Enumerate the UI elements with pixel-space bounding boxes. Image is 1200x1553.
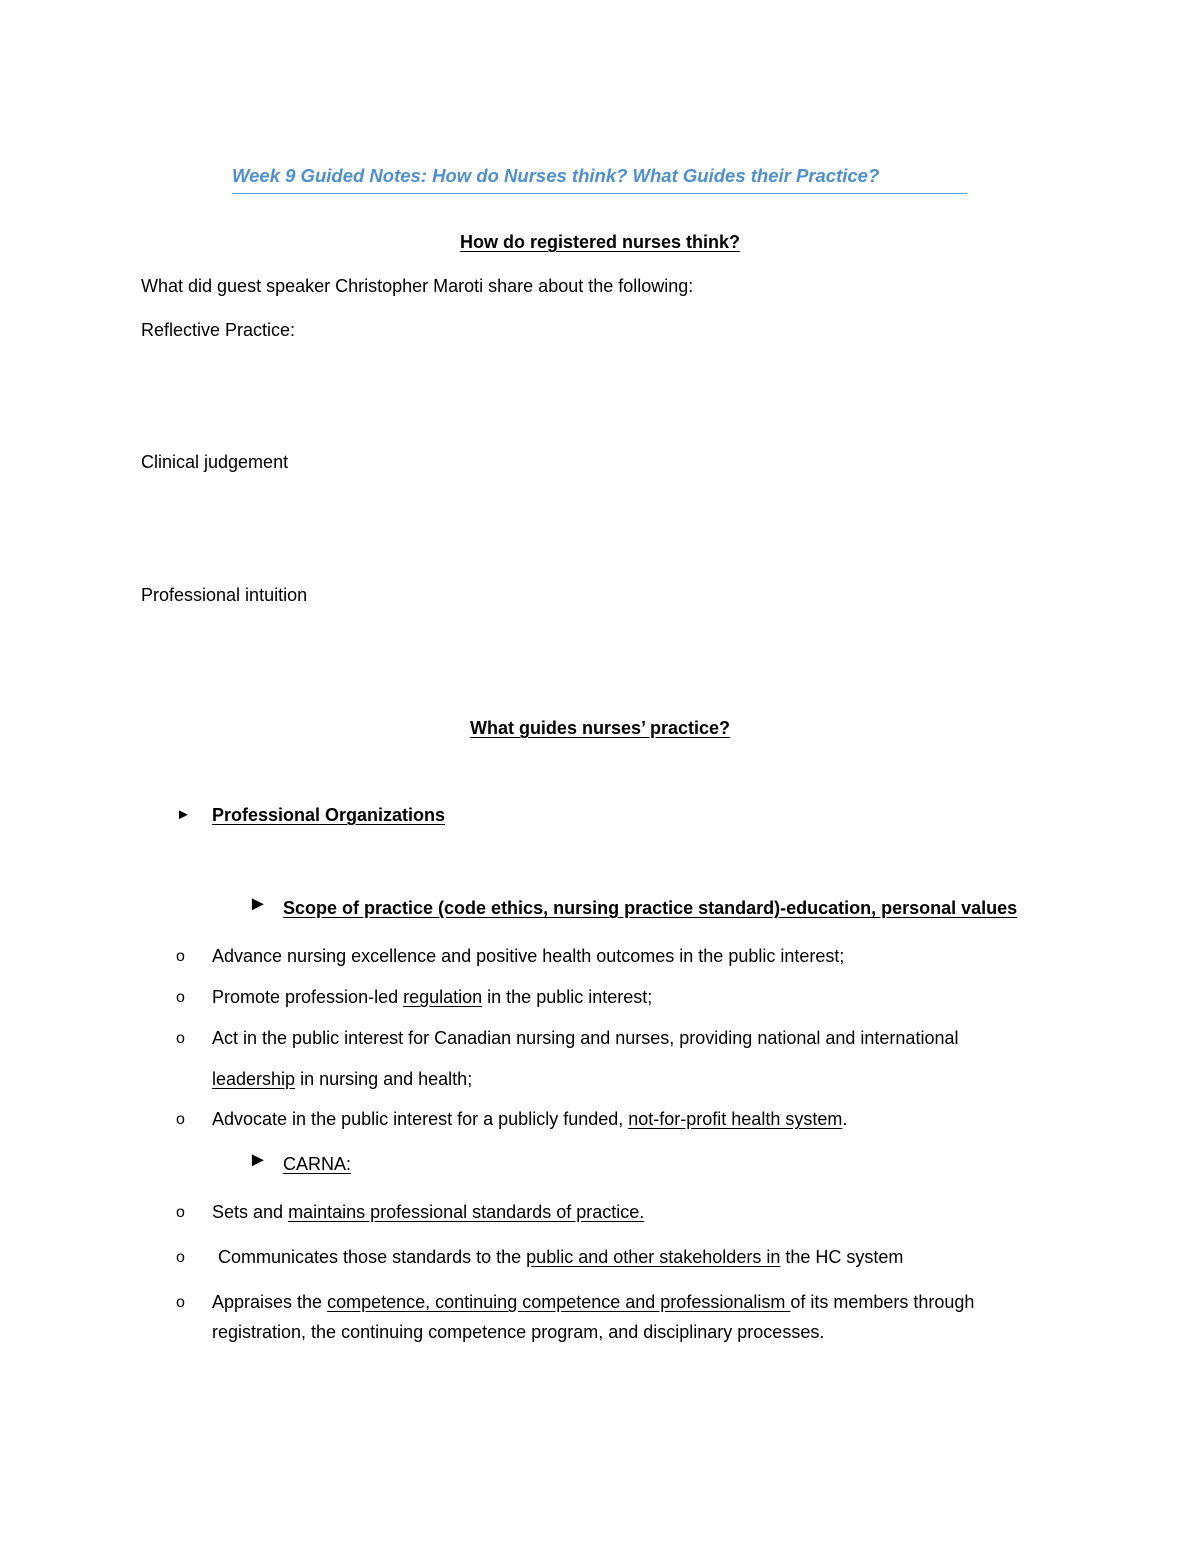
not-for-profit-term: not-for-profit health system — [628, 1109, 843, 1129]
scope-of-practice-heading: Scope of practice (code ethics, nursing practice standard)-education, personal values — [283, 898, 1018, 918]
document-title: Week 9 Guided Notes: How do Nurses think? What Guides their Practice? — [232, 164, 967, 194]
stakeholders-term: public and other stakeholders in — [526, 1247, 781, 1267]
bullet-text: the HC system — [780, 1247, 904, 1267]
arrow-bullet-icon: ► — [176, 806, 191, 823]
list-bullet: o — [176, 1294, 185, 1311]
clinical-judgement-label: Clinical judgement — [141, 452, 289, 472]
carna-bullet-1 — [212, 1201, 644, 1223]
competence-term: competence, continuing competence and professionalism — [327, 1292, 791, 1312]
guest-speaker-prompt: What did guest speaker Christopher Maroti share about the following: — [141, 276, 694, 296]
bullet-text: . — [842, 1109, 848, 1129]
list-bullet: o — [176, 948, 185, 965]
list-bullet: o — [176, 1111, 185, 1128]
arrow-bullet-icon: ► — [248, 1149, 268, 1171]
bullet-text: Promote profession-led — [212, 987, 404, 1007]
bullet-text: Sets and — [212, 1202, 289, 1222]
professional-intuition-label: Professional intuition — [141, 585, 308, 605]
bullet-text: Appraises the — [212, 1292, 328, 1312]
bullet-text: in the public interest; — [482, 987, 653, 1007]
leadership-term: leadership — [212, 1069, 296, 1089]
list-bullet: o — [176, 1030, 185, 1047]
arrow-bullet-icon: ► — [248, 893, 268, 915]
list-bullet: o — [176, 989, 185, 1006]
carna-heading: CARNA: — [283, 1154, 352, 1174]
carna-bullet-3-line-2: registration, the continuing competence program, and disciplinary processes. — [212, 1322, 825, 1342]
bullet-text: in nursing and health; — [295, 1069, 473, 1089]
bullet-text: Advocate in the public interest for a publicly funded, — [212, 1109, 629, 1129]
heading-guides-practice: What guides nurses’ practice? — [469, 718, 731, 738]
standards-term: maintains professional standards of practice. — [288, 1202, 645, 1222]
carna-bullet-2 — [218, 1246, 903, 1268]
cna-bullet-3-line-1: Act in the public interest for Canadian nursing and nurses, providing national and international — [212, 1028, 959, 1048]
bullet-text: Communicates those standards to the — [218, 1247, 527, 1267]
cna-bullet-4 — [212, 1108, 847, 1130]
professional-organizations-heading: Professional Organizations — [212, 805, 446, 825]
regulation-term: regulation — [403, 987, 483, 1007]
list-bullet: o — [176, 1249, 185, 1266]
reflective-practice-label: Reflective Practice: — [141, 320, 296, 340]
list-bullet: o — [176, 1204, 185, 1221]
bullet-text: of its members through — [790, 1292, 975, 1312]
carna-bullet-3-line-1 — [212, 1291, 974, 1313]
cna-bullet-1: Advance nursing excellence and positive health outcomes in the public interest; — [212, 946, 845, 966]
cna-bullet-3-line-2 — [212, 1068, 472, 1090]
cna-bullet-2 — [212, 986, 652, 1008]
heading-registered-nurses-think: How do registered nurses think? — [459, 232, 741, 252]
